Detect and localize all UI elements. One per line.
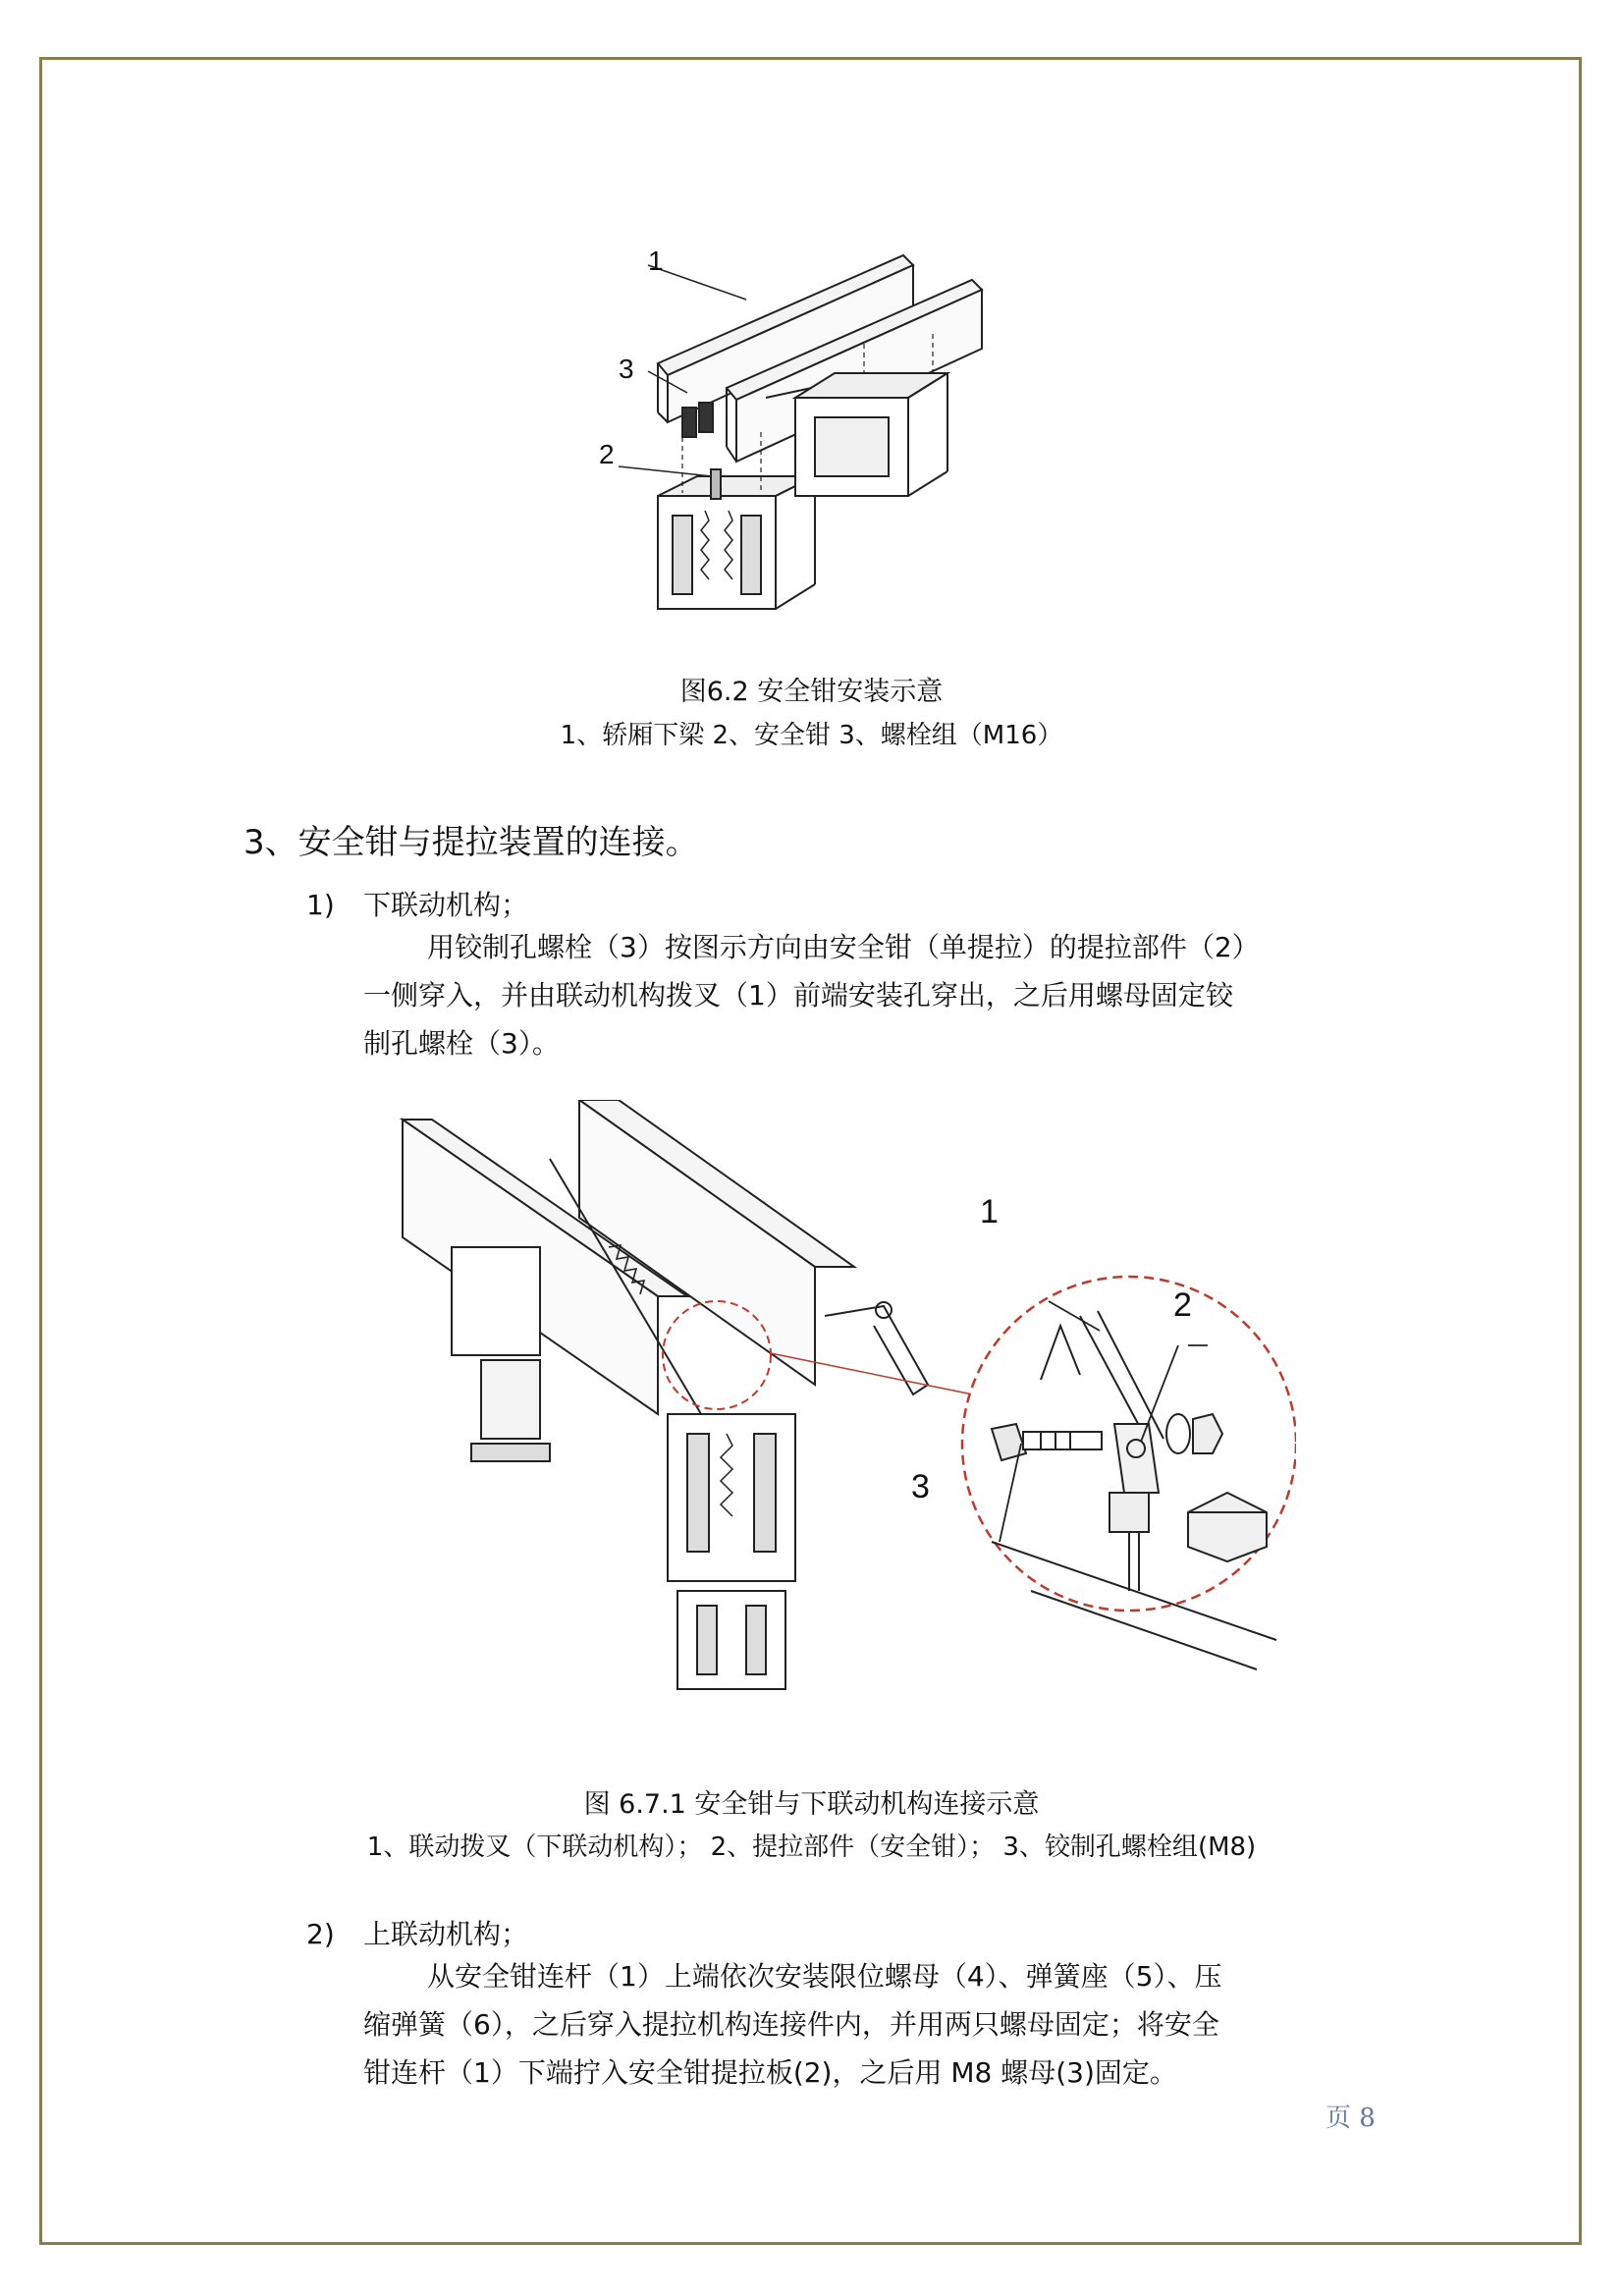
item1-heading [306,884,528,923]
item2-line-1: 从安全钳连杆（1）上端依次安装限位螺母（4）、弹簧座（5）、压 [427,1960,1222,1993]
figure-safety-gear-installation [589,236,1080,638]
item2-paragraph [363,1952,1384,2097]
item1-paragraph [363,923,1384,1067]
fig2-callout-3: 3 [911,1468,930,1505]
figure1-caption: 图6.2 安全钳安装示意 [679,677,944,707]
item2-number: 2) [306,1918,335,1950]
fig1-callout-3: 3 [619,354,634,384]
item1-line-1: 用铰制孔螺栓（3）按图示方向由安全钳（单提拉）的提拉部件（2） [427,931,1260,963]
item1-title: 下联动机构； [363,889,529,921]
figure2-legend: 1、联动拨叉（下联动机构）； 2、提拉部件（安全钳）； 3、铰制孔螺栓组(M8) [366,1832,1257,1862]
fig1-callout-2: 2 [599,439,615,469]
item1-line-3: 制孔螺栓（3）。 [363,1027,560,1060]
page-number: 页 8 [1325,2104,1376,2133]
item1-line-2: 一侧穿入，并由联动机构拨叉（1）前端安装孔穿出，之后用螺母固定铰 [363,979,1233,1011]
figure-lower-linkage-connection [393,1100,1296,1709]
fig2-callout-1: 1 [980,1193,999,1230]
item2-line-3: 钳连杆（1）下端拧入安全钳提拉板(2)，之后用 M8 螺母(3)固定。 [363,2056,1177,2089]
figure2-caption: 图 6.7.1 安全钳与下联动机构连接示意 [583,1789,1040,1820]
item2-title: 上联动机构； [363,1918,529,1950]
fig2-callout-2: 2 [1173,1286,1192,1324]
item1-number: 1) [306,889,335,921]
figure1-legend: 1、轿厢下梁 2、安全钳 3、螺栓组（M16） [560,721,1063,750]
item2-heading [306,1913,528,1952]
fig1-callout-1: 1 [648,246,664,276]
section-heading: 3、安全钳与提拉装置的连接。 [243,823,699,862]
item2-line-2: 缩弹簧（6），之后穿入提拉机构连接件内，并用两只螺母固定；将安全 [363,2008,1219,2041]
